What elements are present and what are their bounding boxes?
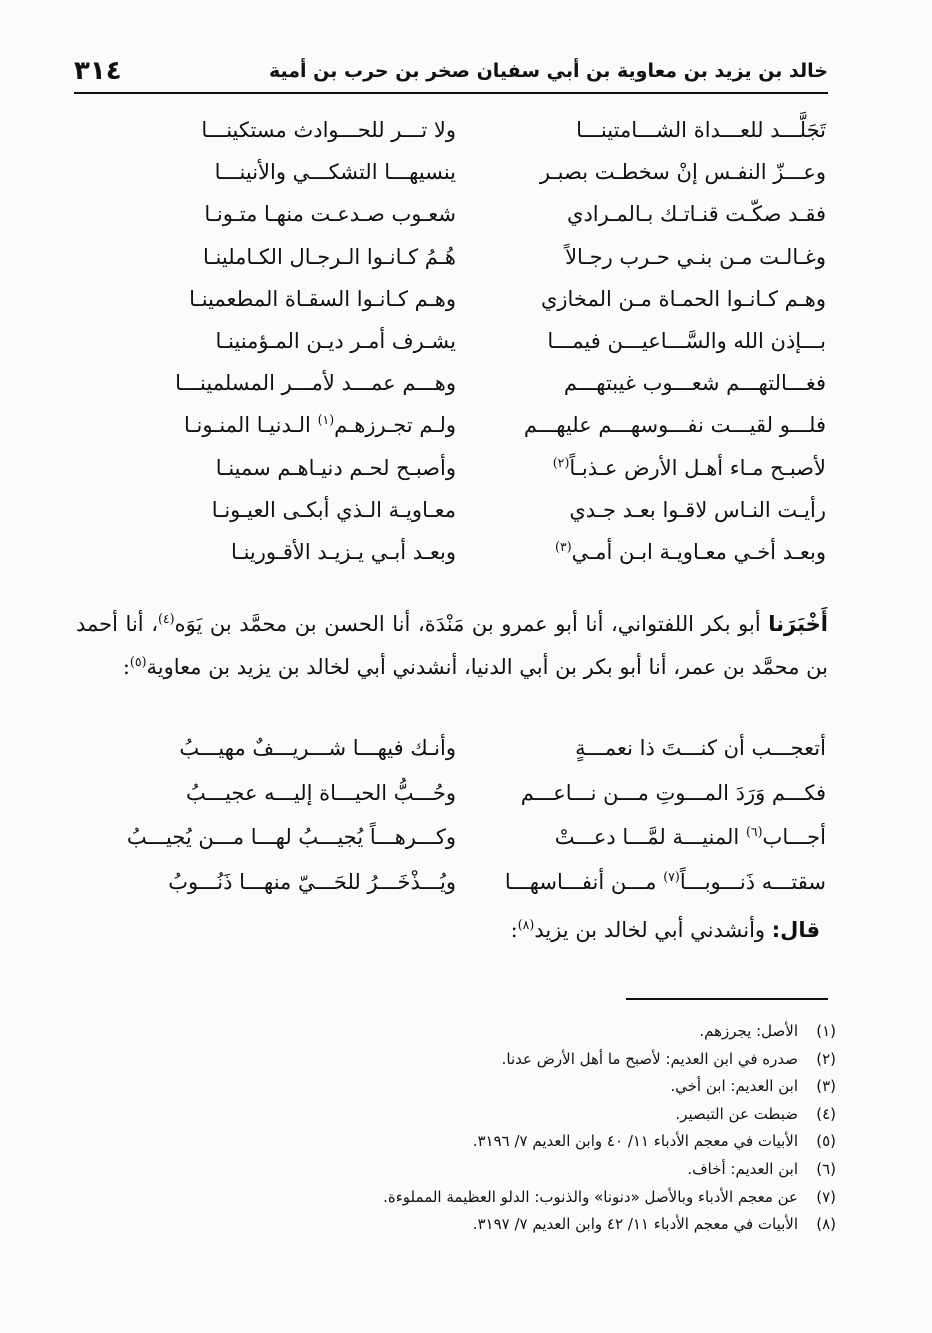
footnote-number: (٦) bbox=[816, 1159, 836, 1178]
footnote bbox=[76, 1101, 836, 1129]
footnote-number: (٧) bbox=[816, 1187, 836, 1206]
footnote-text: ابن العديم: ابن أخي. bbox=[670, 1077, 798, 1096]
footnote-text: الأصل: يجرزهم. bbox=[699, 1022, 798, 1040]
verse-row bbox=[96, 456, 826, 498]
verse-text: مـــن أنفـــاسهـــا bbox=[504, 869, 664, 894]
poem-second bbox=[96, 736, 826, 914]
isnad-paragraph bbox=[76, 603, 828, 689]
footnote bbox=[76, 1018, 836, 1046]
footnote-ref: (٦) bbox=[745, 824, 763, 839]
verse-row bbox=[96, 498, 826, 540]
footnote-number: (٤) bbox=[816, 1104, 836, 1123]
footnotes bbox=[76, 1018, 836, 1239]
verse-text: الـدنيـا المنـونـا bbox=[183, 413, 318, 438]
footnote-ref: (٤) bbox=[157, 611, 175, 626]
verse-text: المنيـــة لمَّـــا دعـــتْ bbox=[554, 825, 746, 849]
verse-second-hemistich: وهـــم عمـــد لأمـــر المسلمينـــا bbox=[175, 371, 456, 396]
verse-first-hemistich bbox=[476, 825, 826, 849]
verse-row bbox=[96, 329, 826, 371]
verse-row bbox=[96, 825, 826, 870]
verse-first-hemistich: وعـــزّ النفـس إنْ سخطـت بصبـر bbox=[539, 160, 826, 185]
verse-first-hemistich bbox=[476, 456, 826, 480]
verse-second-hemistich: ولا تـــر للحـــوادث مستكينـــا bbox=[201, 118, 456, 142]
footnote-number: (٥) bbox=[816, 1132, 836, 1151]
qala-text: وأنشدني أبي لخالد بن يزيد bbox=[534, 918, 772, 942]
verse-second-hemistich: وهـم كـانـوا السقـاة المطعمينـا bbox=[189, 286, 456, 311]
isnad-text: ، أنا أحمد بن محمَّد بن عمر، أنا أبو بكر بن أبي الدنيا، أنشدني أبي لخالد بن يزيد بن معاوية bbox=[76, 612, 828, 679]
qala-keyword: قال: bbox=[771, 918, 820, 942]
verse-second-hemistich: وأنـك فيهـــا شـــريـــفٌ مهيـــبُ bbox=[179, 736, 456, 760]
verse-row bbox=[96, 371, 826, 413]
verse-row bbox=[96, 736, 826, 781]
qala-line bbox=[511, 918, 820, 942]
verse-second-hemistich bbox=[106, 413, 456, 437]
footnote bbox=[76, 1184, 836, 1212]
footnote bbox=[76, 1156, 836, 1184]
footnote-ref: (٣) bbox=[555, 538, 572, 554]
verse-second-hemistich: وكـــرهـــاً يُجيـــبُ لهـــا مـــن يُجيـــبُ bbox=[126, 825, 456, 849]
verse-second-hemistich: ينسيهـــا التشكـــي والأنينـــا bbox=[214, 160, 456, 185]
footnote-text: الأبيات في معجم الأدباء ١١/ ٤٠ وابن العديم ٧/ ٣١٩٦. bbox=[472, 1132, 798, 1151]
verse-row bbox=[96, 202, 826, 244]
page-number: ٣١٤ bbox=[74, 56, 122, 86]
verse-first-hemistich: وهـم كـانـوا الحمـاة مـن المخازي bbox=[540, 286, 826, 311]
verse-first-hemistich: فغـــالتهـــم شعـــوب غيبتهـــم bbox=[563, 371, 826, 396]
verse-row bbox=[96, 870, 826, 915]
verse-first-hemistich: فقـد صكّـت قنـاتـك بـالمـرادي bbox=[567, 202, 826, 227]
footnote-text: الأبيات في معجم الأدباء ١١/ ٤٢ وابن العديم ٧/ ٣١٩٧. bbox=[472, 1215, 798, 1234]
verse-first-hemistich: أتعجـــب أن كنـــتَ ذا نعمـــةٍ bbox=[575, 736, 826, 760]
verse-first-hemistich bbox=[476, 540, 826, 564]
verse-text: وبعـد أخـي معـاويـة ابـن أمـي bbox=[571, 539, 826, 564]
verse-second-hemistich: شعـوب صـدعـت منهـا متـونـا bbox=[204, 202, 456, 227]
verse-row bbox=[96, 413, 826, 455]
verse-text: ولـم تجـرزهـم bbox=[334, 413, 456, 438]
footnote bbox=[76, 1128, 836, 1156]
isnad-text: : bbox=[122, 655, 130, 679]
verse-row bbox=[96, 245, 826, 287]
footnote-number: (٨) bbox=[816, 1215, 836, 1234]
verse-first-hemistich: رأيـت النـاس لاقـوا بعـد جـدي bbox=[569, 497, 826, 522]
footnote-ref: (٢) bbox=[552, 454, 570, 470]
footnote-ref: (٥) bbox=[129, 654, 147, 669]
footnote-ref: (١) bbox=[317, 412, 335, 428]
footnote bbox=[76, 1211, 836, 1239]
verse-second-hemistich: وأصبـح لحـم دنيـاهـم سمينـا bbox=[215, 455, 456, 480]
page-header bbox=[74, 50, 828, 94]
verse-text: سقتـــه ذَنـــوبـــاً bbox=[679, 869, 826, 894]
verse-first-hemistich: فلـــو لقيـــت نفـــوسهـــم عليهـــم bbox=[523, 413, 826, 438]
verse-second-hemistich: يشـرف أمـر ديـن المـؤمنينـا bbox=[215, 328, 456, 353]
verse-first-hemistich: تَجَلَّـــد للعـــداة الشـــامتينـــا bbox=[576, 118, 826, 142]
footnote-text: صدره في ابن العديم: لأصبح ما أهل الأرض عدنا. bbox=[501, 1049, 798, 1068]
verse-second-hemistich: وبعـد أبـي يـزيـد الأقـورينـا bbox=[231, 539, 456, 564]
verse-row bbox=[96, 540, 826, 582]
footnote-text: عن معجم الأدباء وبالأصل «دنونا» والذنوب: الدلو العظيمة المملوءة. bbox=[383, 1187, 798, 1206]
footnote-ref: (٧) bbox=[663, 868, 680, 884]
verse-second-hemistich: معـاويـة الـذي أبكـى العيـونـا bbox=[211, 497, 456, 522]
poem-first bbox=[96, 118, 826, 582]
footnote bbox=[76, 1046, 836, 1074]
isnad-text: أبو بكر اللفتواني، أنا أبو عمرو بن مَنْدَة، أنا الحسن بن محمَّد بن يَوَه bbox=[174, 612, 769, 636]
verse-row bbox=[96, 118, 826, 160]
footnote bbox=[76, 1073, 836, 1101]
verse-second-hemistich: ويُـــذْخَـــرُ للحَـــيّ منهـــا ذَنُـــوبُ bbox=[168, 869, 456, 894]
running-title: خالد بن يزيد بن معاوية بن أبي سفيان صخر بن حرب بن أمية bbox=[269, 60, 828, 82]
verse-row bbox=[96, 287, 826, 329]
verse-second-hemistich: هُـمُ كـانـوا الـرجـال الكـاملينـا bbox=[202, 244, 456, 269]
footnote-ref: (٨) bbox=[517, 917, 535, 932]
verse-first-hemistich: بـــإذن الله والسَّـــاعيـــن فيمـــا bbox=[547, 328, 826, 353]
qala-end: : bbox=[510, 918, 518, 942]
verse-first-hemistich bbox=[476, 870, 826, 894]
footnote-number: (٢) bbox=[816, 1049, 836, 1068]
verse-row bbox=[96, 160, 826, 202]
isnad-keyword: أَخْبَرَنا bbox=[768, 612, 828, 636]
footnote-separator bbox=[626, 998, 828, 1000]
footnote-text: ضبطت عن التبصير. bbox=[675, 1104, 798, 1123]
footnote-text: ابن العديم: أخاف. bbox=[687, 1159, 798, 1178]
verse-row bbox=[96, 781, 826, 826]
footnote-number: (١) bbox=[816, 1022, 836, 1040]
footnote-number: (٣) bbox=[816, 1077, 836, 1096]
verse-second-hemistich: وحُـــبُّ الحيـــاة إليـــه عجيـــبُ bbox=[186, 780, 456, 805]
verse-first-hemistich: فكـــم وَرَدَ المـــوتِ مـــن نـــاعـــم bbox=[520, 780, 826, 805]
verse-text: لأصبـح مـاء أهـل الأرض عـذبـاً bbox=[569, 455, 826, 480]
verse-first-hemistich: وغـالـت مـن بنـي حـرب رجـالاً bbox=[565, 244, 826, 269]
verse-text: أجـــاب bbox=[762, 825, 826, 849]
